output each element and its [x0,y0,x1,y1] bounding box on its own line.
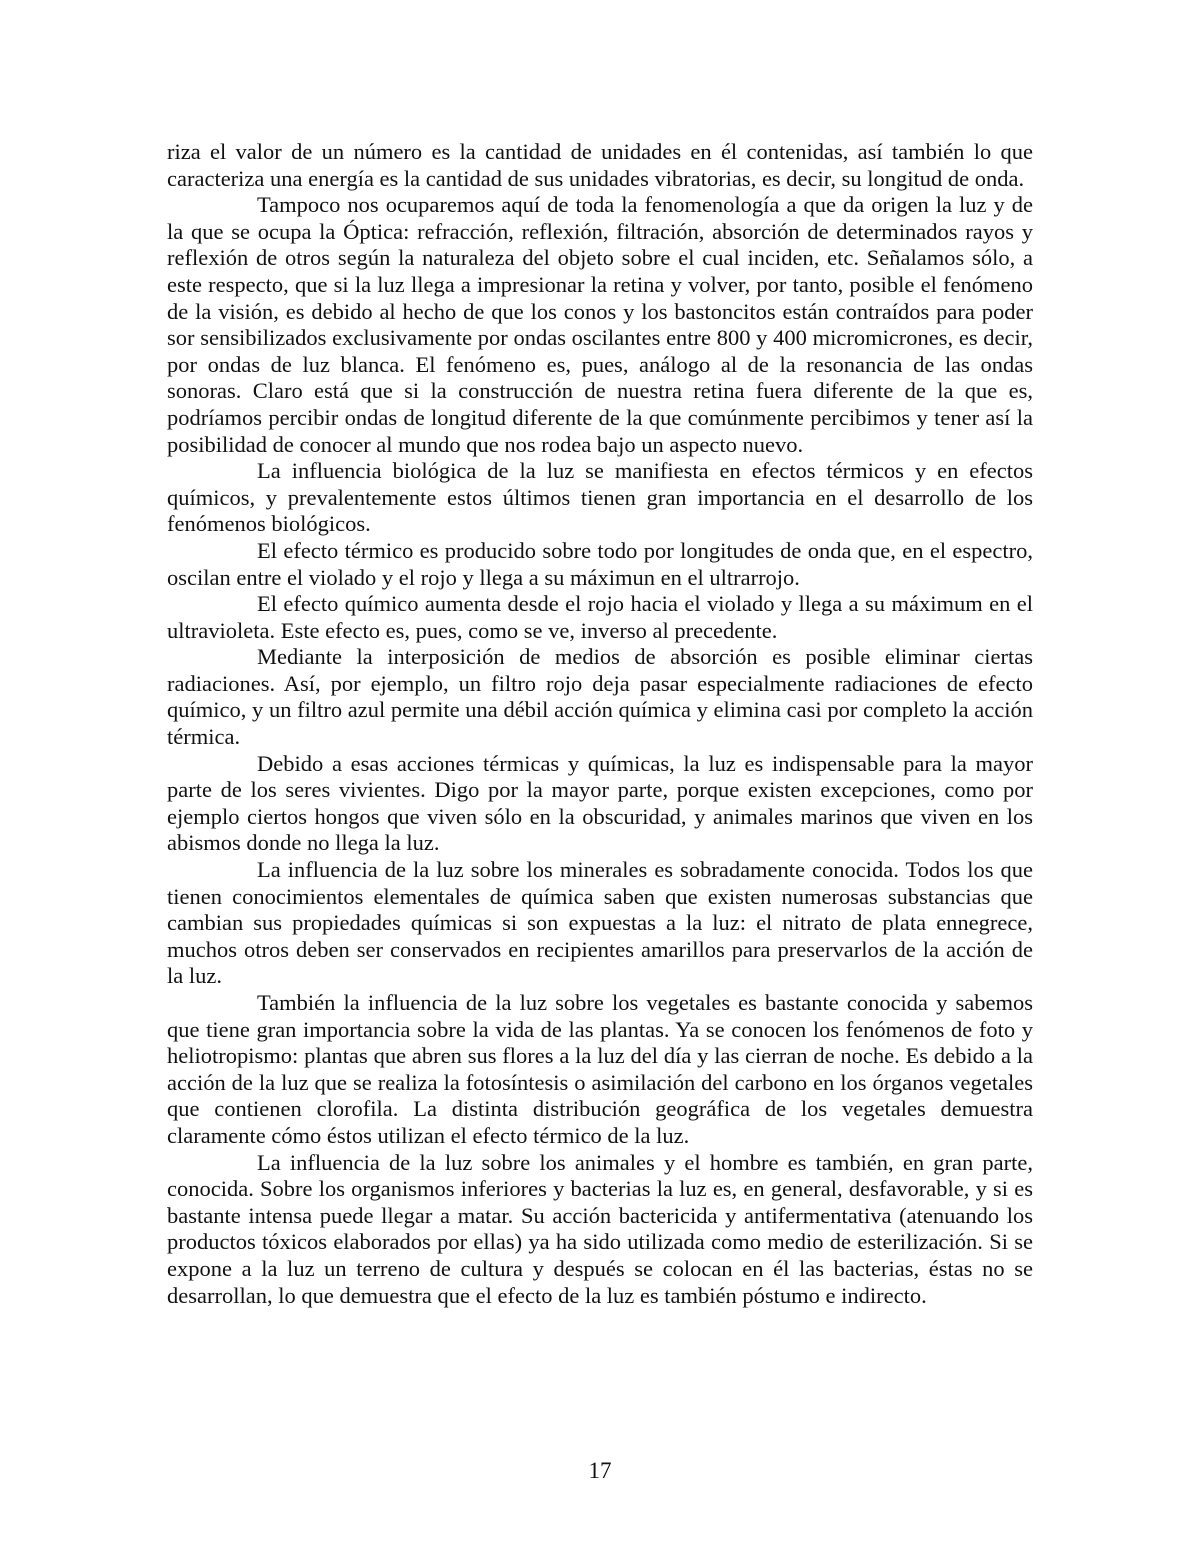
paragraph-efecto-quimico: El efecto químico aumenta desde el rojo hacia el violado y llega a su máximum en el ultravioleta. Este efecto es, pues, como se ve, inverso al precedente. [167,591,1033,643]
paragraph-medios-absorcion: Mediante la interposición de medios de absorción es posible eliminar ciertas radiaciones. Así, por ejemplo, un filtro rojo deja pasar especialmente radiaciones de efecto químico, y un filtro azul permite una débil acción química y elimina casi por completo la acción térmica. [167,644,1033,750]
paragraph-influencia-biologica: La influencia biológica de la luz se manifiesta en efectos térmicos y en efectos químicos, y prevalentemente estos últimos tienen gran importancia en el desarrollo de los fenómenos biológicos. [167,458,1033,537]
body-text [167,139,1033,1309]
paragraph-optica: Tampoco nos ocuparemos aquí de toda la fenomenología a que da origen la luz y de la que se ocupa la Óptica: refracción, reflexión, filtración, absorción de determinados rayos y reflexión de otros según la naturaleza del objeto sobre el cual inciden, etc. Señalamos sólo, a este respecto, que si la luz llega a impresionar la retina y volver, por tanto, posible el fenómeno de la visión, es debido al hecho de que los conos y los bastoncitos están contraídos para poder sor sensibilizados exclusivamente por ondas oscilantes entre 800 y 400 micromicrones, es decir, por ondas de luz blanca. El fenómeno es, pues, análogo al de la resonancia de las ondas sonoras. Claro está que si la construcción de nuestra retina fuera diferente de la que es, podríamos percibir ondas de longitud diferente de la que comúnmente percibimos y tener así la posibilidad de conocer al mundo que nos rodea bajo un aspecto nuevo. [167,192,1033,457]
paragraph-animales-hombre: La influencia de la luz sobre los animales y el hombre es también, en gran parte, conocida. Sobre los organismos inferiores y bacterias la luz es, en general, desfavorable, y si es bastante intensa puede llegar a matar. Su acción bactericida y antifermentativa (atenuando los productos tóxicos elaborados por ellas) ya ha sido utilizada como medio de esterilización. Si se expone a la luz un terreno de cultura y después se colocan en él las bacterias, éstas no se desarrollan, lo que demuestra que el efecto de la luz es también póstumo e indirecto. [167,1149,1033,1308]
paragraph-vegetales: También la influencia de la luz sobre los vegetales es bastante conocida y sabemos que tiene gran importancia sobre la vida de las plantas. Ya se conocen los fenómenos de foto y heliotropismo: plantas que abren sus flores a la luz del día y las cierran de noche. Es debido a la acción de la luz que se realiza la fotosíntesis o asimilación del carbono en los órganos vegetales que contienen clorofila. La distinta distribución geográfica de los vegetales demuestra claramente cómo éstos utilizan el efecto térmico de la luz. [167,990,1033,1148]
paragraph-efecto-termico: El efecto térmico es producido sobre todo por longitudes de onda que, en el espectro, oscilan entre el violado y el rojo y llega a su máximun en el ultrarrojo. [167,537,1033,590]
paragraph-seres-vivientes: Debido a esas acciones térmicas y químicas, la luz es indispensable para la mayor parte de los seres vivientes. Digo por la mayor parte, porque existen excepciones, como por ejemplo ciertos hongos que viven sólo en la obscuridad, y animales marinos que viven en los abismos donde no llega la luz. [167,750,1033,856]
paragraph-continuation: riza el valor de un número es la cantidad de unidades en él contenidas, así también lo que caracteriza una energía es la cantidad de sus unidades vibratorias, es decir, su longitud de onda. [167,139,1033,191]
page-number: 17 [588,1458,612,1483]
paragraph-minerales: La influencia de la luz sobre los minerales es sobradamente conocida. Todos los que tienen conocimientos elementales de química saben que existen numerosas substancias que cambian sus propiedades químicas si son expuestas a la luz: el nitrato de plata ennegrece, muchos otros deben ser conservados en recipientes amarillos para preservarlos de la acción de la luz. [167,857,1033,989]
